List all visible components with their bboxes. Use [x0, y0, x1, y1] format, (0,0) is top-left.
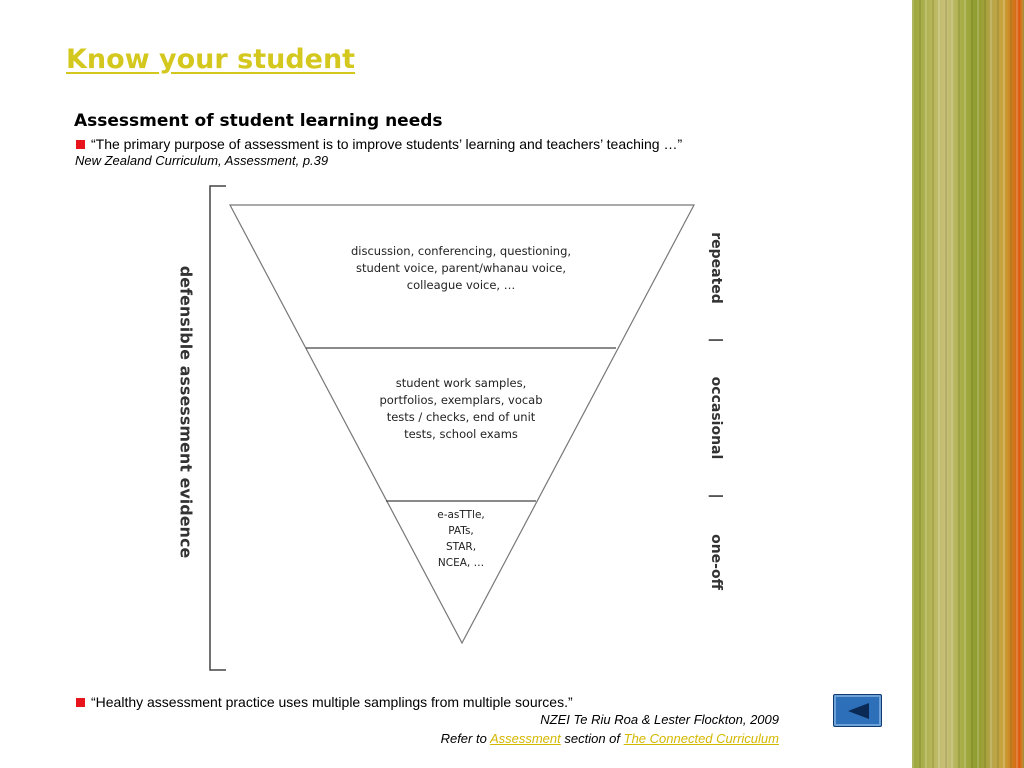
refer-middle: section of [560, 731, 624, 746]
quote-text: “Healthy assessment practice uses multiple samplings from multiple sources.” [91, 694, 573, 710]
right-label-repeated: repeated [708, 232, 724, 304]
tier-top-line-1: discussion, conferencing, questioning, [350, 244, 572, 258]
bullet-square-icon [76, 140, 85, 149]
quote-source: New Zealand Curriculum, Assessment, p.39 [75, 153, 329, 168]
tier-mid-line-3: tests / checks, end of unit [386, 410, 536, 424]
back-arrow-icon [845, 701, 871, 721]
right-label-one-off: one-off [708, 534, 724, 590]
connected-curriculum-link[interactable]: The Connected Curriculum [623, 731, 779, 746]
bullet-square-icon [76, 698, 85, 707]
tier-bot-line-2: PATs, [448, 525, 474, 537]
tier-top-line-3: colleague voice, … [406, 278, 516, 292]
assessment-link[interactable]: Assessment [489, 731, 561, 746]
refer-line [441, 731, 779, 746]
quote-healthy-assessment [76, 694, 573, 710]
tier-bottom-text [413, 507, 509, 571]
tier-top-line-2: student voice, parent/whanau voice, [355, 261, 567, 275]
decorative-side-strip [912, 0, 1024, 768]
tier-middle-text [358, 375, 564, 443]
assessment-pyramid-diagram [168, 180, 738, 678]
quote-primary-purpose [76, 136, 682, 152]
back-button[interactable] [833, 694, 882, 727]
slide-subtitle: Assessment of student learning needs [74, 111, 443, 131]
tier-mid-line-4: tests, school exams [404, 427, 518, 441]
slide-title: Know your student [66, 44, 356, 75]
left-axis-label: defensible assessment evidence [176, 265, 196, 559]
tier-bot-line-4: NCEA, … [437, 557, 485, 569]
tier-bot-line-3: STAR, [445, 541, 477, 553]
quote-text: “The primary purpose of assessment is to improve students’ learning and teachers’ teaching …” [91, 136, 683, 152]
tier-mid-line-2: portfolios, exemplars, vocab [379, 393, 543, 407]
tier-top-text [338, 243, 584, 294]
bracket-line [210, 186, 226, 670]
right-label-separator-1: | [708, 337, 724, 343]
citation-text: NZEI Te Riu Roa & Lester Flockton, 2009 [540, 712, 779, 727]
right-label-separator-2: | [708, 493, 724, 499]
refer-prefix: Refer to [440, 731, 490, 746]
right-label-occasional: occasional [708, 376, 724, 460]
tier-bot-line-1: e-asTTle, [437, 509, 485, 521]
tier-mid-line-1: student work samples, [395, 376, 527, 390]
